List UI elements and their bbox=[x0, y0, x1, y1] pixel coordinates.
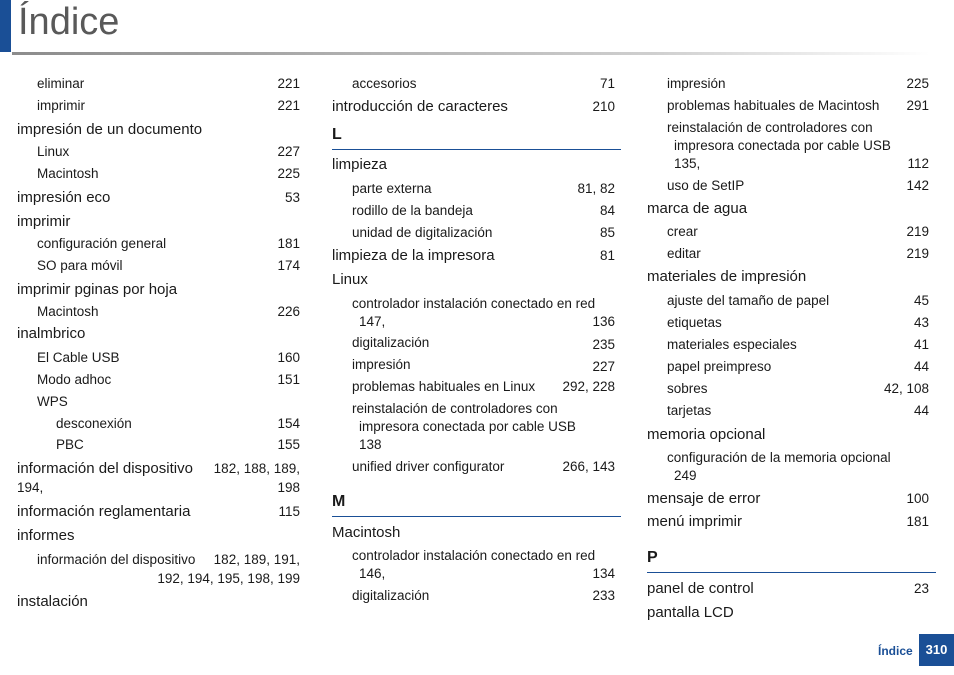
index-entry[interactable]: impresión eco 53 bbox=[17, 189, 300, 206]
index-heading: limpieza bbox=[332, 156, 388, 173]
index-entry[interactable]: problemas habituales de Macintosh 291 bbox=[667, 98, 929, 113]
index-entry[interactable]: rodillo de la bandeja 84 bbox=[352, 203, 615, 218]
index-heading: imprimir bbox=[17, 213, 71, 230]
index-entry[interactable]: digitalización 233 bbox=[352, 588, 615, 603]
index-entry[interactable]: El Cable USB 160 bbox=[37, 350, 300, 365]
index-heading: impresión de un documento bbox=[17, 121, 203, 138]
header-divider bbox=[12, 52, 930, 55]
index-entry[interactable]: imprimir 221 bbox=[37, 98, 300, 113]
index-heading: pantalla LCD bbox=[647, 604, 734, 621]
section-divider bbox=[647, 572, 936, 573]
index-entry[interactable]: Linux 227 bbox=[37, 144, 300, 159]
index-entry[interactable]: uso de SetIP 142 bbox=[667, 178, 929, 193]
index-column-3 bbox=[647, 72, 929, 621]
index-entry[interactable]: etiquetas 43 bbox=[667, 315, 929, 330]
index-entry[interactable]: sobres 42, 108 bbox=[667, 381, 929, 396]
index-entry[interactable]: reinstalación de controladores con impresora conectada por cable USB 135, 112 bbox=[667, 120, 929, 171]
index-entry[interactable]: desconexión 154 bbox=[56, 416, 300, 431]
index-entry[interactable]: configuración de la memoria opcional 249 bbox=[667, 450, 891, 483]
index-entry[interactable]: información del dispositivo 182, 189, 191, 192, 194, 195, 198, 199 bbox=[37, 552, 300, 586]
index-entry[interactable]: Modo adhoc 151 bbox=[37, 372, 300, 387]
page-number-badge: 310 bbox=[919, 634, 954, 666]
index-entry[interactable]: panel de control 23 bbox=[647, 580, 929, 597]
index-entry[interactable]: unified driver configurator 266, 143 bbox=[352, 459, 615, 474]
index-entry[interactable]: unidad de digitalización 85 bbox=[352, 225, 615, 240]
index-entry[interactable]: introducción de caracteres 210 bbox=[332, 98, 615, 115]
index-heading: materiales de impresión bbox=[647, 268, 807, 285]
section-divider bbox=[332, 516, 621, 517]
index-entry[interactable]: impresión 227 bbox=[352, 357, 615, 374]
index-entry[interactable]: crear 219 bbox=[667, 224, 929, 239]
index-entry[interactable]: tarjetas 44 bbox=[667, 403, 929, 418]
index-entry[interactable]: digitalización 235 bbox=[352, 335, 615, 352]
index-entry[interactable]: Macintosh 226 bbox=[37, 304, 300, 319]
index-entry[interactable]: ajuste del tamaño de papel 45 bbox=[667, 293, 929, 308]
section-divider bbox=[332, 149, 621, 150]
footer-section-label: Índice bbox=[878, 644, 913, 658]
index-entry[interactable]: controlador instalación conectado en red 147, 136 bbox=[352, 296, 615, 329]
page-title: Índice bbox=[18, 1, 120, 43]
index-entry[interactable]: materiales especiales 41 bbox=[667, 337, 929, 352]
index-entry[interactable]: información del dispositivo 182, 188, 189, 194, 198 bbox=[17, 460, 300, 495]
index-heading: marca de agua bbox=[647, 200, 748, 217]
index-entry[interactable]: Macintosh 225 bbox=[37, 166, 300, 181]
section-letter-p: P bbox=[647, 549, 658, 566]
index-heading: instalación bbox=[17, 593, 88, 610]
index-entry[interactable]: controlador instalación conectado en red 146, 134 bbox=[352, 548, 615, 581]
index-column-2 bbox=[332, 72, 615, 604]
index-entry[interactable]: accesorios 71 bbox=[352, 76, 615, 91]
index-entry[interactable]: mensaje de error 100 bbox=[647, 490, 929, 507]
index-entry[interactable]: editar 219 bbox=[667, 246, 929, 261]
index-entry[interactable]: papel preimpreso 44 bbox=[667, 359, 929, 374]
index-entry[interactable]: SO para móvil 174 bbox=[37, 258, 300, 273]
index-entry[interactable]: problemas habituales en Linux 292, 228 bbox=[352, 379, 615, 394]
index-heading: memoria opcional bbox=[647, 426, 766, 443]
index-heading: informes bbox=[17, 527, 75, 544]
index-entry[interactable]: limpieza de la impresora 81 bbox=[332, 247, 615, 264]
index-entry[interactable]: PBC 155 bbox=[56, 437, 300, 452]
index-column-1 bbox=[17, 72, 300, 610]
index-heading: inalmbrico bbox=[17, 325, 86, 342]
section-letter-l: L bbox=[332, 126, 342, 143]
index-entry[interactable]: reinstalación de controladores con impresora conectada por cable USB 138 bbox=[352, 401, 576, 452]
index-entry[interactable]: impresión 225 bbox=[667, 76, 929, 91]
section-letter-m: M bbox=[332, 493, 346, 510]
index-subheading: WPS bbox=[37, 394, 68, 409]
index-heading: imprimir pginas por hoja bbox=[17, 281, 178, 298]
index-entry[interactable]: eliminar 221 bbox=[37, 76, 300, 91]
index-entry[interactable]: configuración general 181 bbox=[37, 236, 300, 251]
header-accent-bar bbox=[0, 0, 11, 52]
index-entry[interactable]: información reglamentaria 115 bbox=[17, 503, 300, 520]
index-heading: Linux bbox=[332, 271, 368, 288]
index-entry[interactable]: menú imprimir 181 bbox=[647, 513, 929, 530]
index-heading: Macintosh bbox=[332, 524, 401, 541]
index-entry[interactable]: parte externa 81, 82 bbox=[352, 181, 615, 196]
